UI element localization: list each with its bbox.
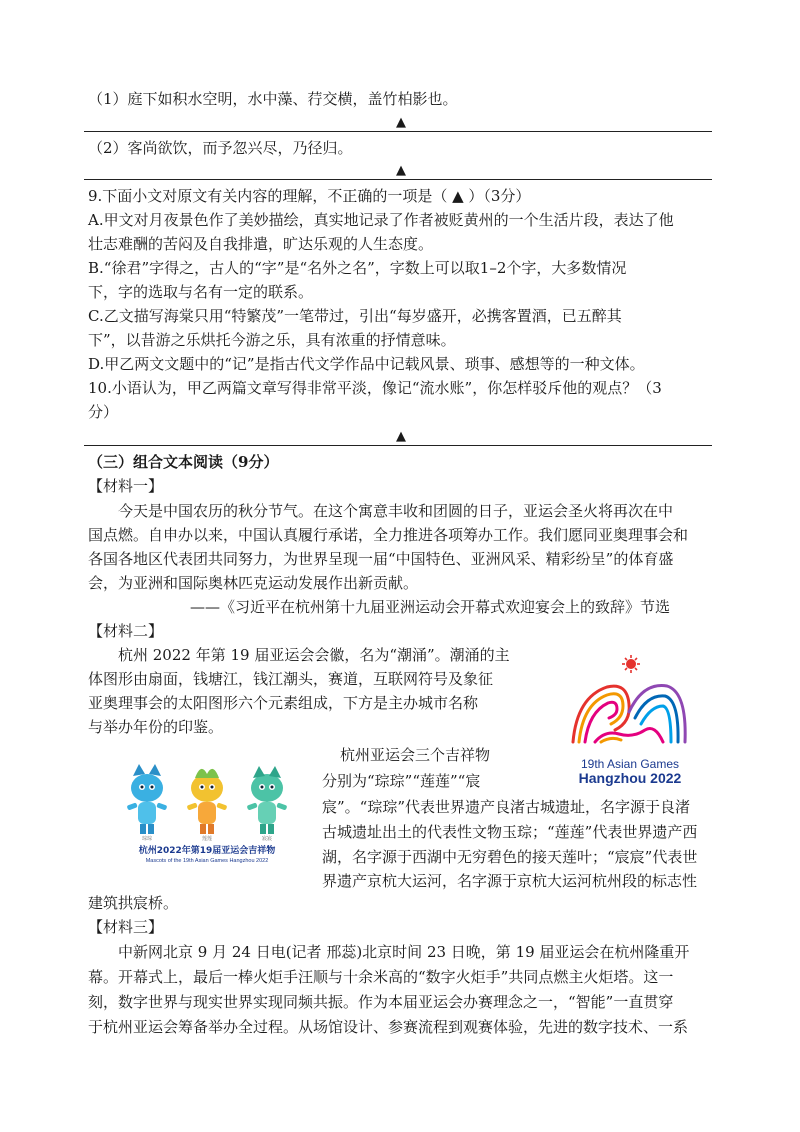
- emblem-graphic: [545, 652, 715, 787]
- section-title: （三）组合文本阅读（9分）: [88, 453, 279, 471]
- material-1-source: ——《习近平在杭州第十九届亚洲运动会开幕式欢迎宴会上的致辞》节选: [190, 598, 671, 616]
- mascot-caption-line1: 杭州2022年第19届亚运会吉祥物: [138, 846, 276, 856]
- material-2-line: 湖，名字源于西湖中无穷碧色的接天莲叶；“宸宸”代表世: [322, 848, 698, 866]
- material-1-line: 各国各地区代表团共同努力，为世界呈现一届“中国特色、亚洲风采、精彩纷呈”的体育盛: [88, 550, 674, 568]
- q8-item-2: （2）客尚欲饮，而予忽兴尽，乃径归。: [88, 139, 353, 157]
- q9-option-c-line2: 下”，以昔游之乐烘托今游之乐，具有浓重的抒情意味。: [88, 331, 456, 349]
- mascot-chenchen-icon: [247, 766, 288, 834]
- material-2-line: 宸”。“琮琮”代表世界遗产良渚古城遗址，名字源于良渚: [322, 798, 691, 816]
- material-2-line: 与举办年份的印鉴。: [88, 718, 224, 736]
- answer-marker: ▲: [396, 429, 406, 444]
- material-3-line: 中新网北京 9 月 24 日电(记者 邢蕊)北京时间 23 日晚，第 19 届亚运会在杭州隆重开: [118, 943, 690, 961]
- mascot-name: 宸宸: [261, 836, 273, 842]
- q9-option-b-line1: B.“徐君”字得之，古人的“字”是“名外之名”，字数上可以取1–2个字，大多数情况: [88, 259, 627, 277]
- material-2-line: 界遗产京杭大运河，名字源于京杭大运河杭州段的标志性: [322, 872, 698, 890]
- material-2-line: 古城遗址出土的代表性文物玉琮；“莲莲”代表世界遗产西: [322, 823, 698, 841]
- answer-marker: ▲: [396, 163, 406, 178]
- mascots-graphic: [115, 760, 300, 865]
- q9-option-c-line1: C.乙文描写海棠只用“特繁茂”一笔带过，引出“每岁盛开，必携客置酒，已五醉其: [88, 307, 622, 325]
- material-3-line: 刻，数字世界与现实世界实现同频共振。作为本届亚运会办赛理念之一，“智能”一直贯穿: [88, 993, 674, 1011]
- mascot-name: 莲莲: [201, 836, 213, 842]
- emblem-caption-line1: 19th Asian Games: [580, 757, 680, 771]
- q10-stem-line1: 10.小语认为，甲乙两篇文章写得非常平淡，像记“流水账”，你怎样驳斥他的观点？（3: [88, 379, 662, 397]
- q9-option-b-line2: 下，字的选取与名有一定的联系。: [88, 283, 314, 301]
- material-2-line: 建筑拱宸桥。: [88, 894, 179, 912]
- material-1-line: 国点燃。自申办以来，中国认真履行承诺，全力推进各项筹办工作。我们愿同亚奥理事会和: [88, 526, 689, 544]
- material-2-line: 杭州 2022 年第 19 届亚运会会徽，名为“潮涌”。潮涌的主: [118, 646, 510, 664]
- material-2-line: 杭州亚运会三个吉祥物: [340, 746, 491, 764]
- q9-option-a-line1: A.甲文对月夜景色作了美妙描绘，真实地记录了作者被贬黄州的一个生活片段，表达了他: [88, 211, 674, 229]
- q9-option-d: D.甲乙两文文题中的“记”是指古代文学作品中记载风景、琐事、感想等的一种文体。: [88, 355, 645, 373]
- q10-stem-line2: 分）: [88, 403, 119, 421]
- material-2-line: 亚奥理事会的太阳图形六个元素组成，下方是主办城市名称: [88, 694, 479, 712]
- emblem-caption-line2: Hangzhou 2022: [578, 770, 682, 786]
- material-1-line: 会，为亚洲和国际奥林匹克运动发展作出新贡献。: [88, 574, 419, 592]
- mascots-image: [115, 760, 300, 865]
- material-2-line: 分别为“琮琮”“莲莲”“宸: [322, 772, 481, 790]
- q8-item-1: （1）庭下如积水空明，水中藻、荇交横，盖竹柏影也。: [88, 90, 458, 108]
- material-2-label: 【材料二】: [88, 622, 164, 640]
- mascot-congcong-icon: [127, 764, 168, 834]
- answer-line: [84, 179, 712, 180]
- q9-option-a-line2: 壮志难酬的苦闷及自我排遣，旷达乐观的人生态度。: [88, 235, 434, 253]
- material-1-line: 今天是中国农历的秋分节气。在这个寓意丰收和团圆的日子，亚运会圣火将再次在中: [118, 502, 674, 520]
- mascot-name: 琮琮: [141, 836, 153, 842]
- sun-icon: [622, 655, 640, 673]
- material-2-line: 体图形由扇面，钱塘江，钱江潮头，赛道，互联网符号及象征: [88, 670, 494, 688]
- material-3-label: 【材料三】: [88, 918, 164, 936]
- q9-stem: 9.下面小文对原文有关内容的理解，不正确的一项是（ ▲ ）（3分）: [88, 187, 531, 205]
- answer-marker: ▲: [396, 115, 406, 130]
- material-3-line: 幕。开幕式上，最后一棒火炬手汪顺与十余米高的“数字火炬手”共同点燃主火炬塔。这一: [88, 968, 674, 986]
- material-3-line: 于杭州亚运会筹备举办全过程。从场馆设计、参赛流程到观赛体验，先进的数字技术、一系: [88, 1018, 689, 1036]
- mascot-caption-line2: Mascots of the 19th Asian Games Hangzhou 2022: [145, 858, 269, 864]
- answer-line: [84, 131, 712, 132]
- asian-games-emblem: [545, 652, 715, 787]
- material-1-label: 【材料一】: [88, 477, 164, 495]
- mascot-lianlian-icon: [187, 769, 228, 834]
- answer-line: [84, 445, 712, 446]
